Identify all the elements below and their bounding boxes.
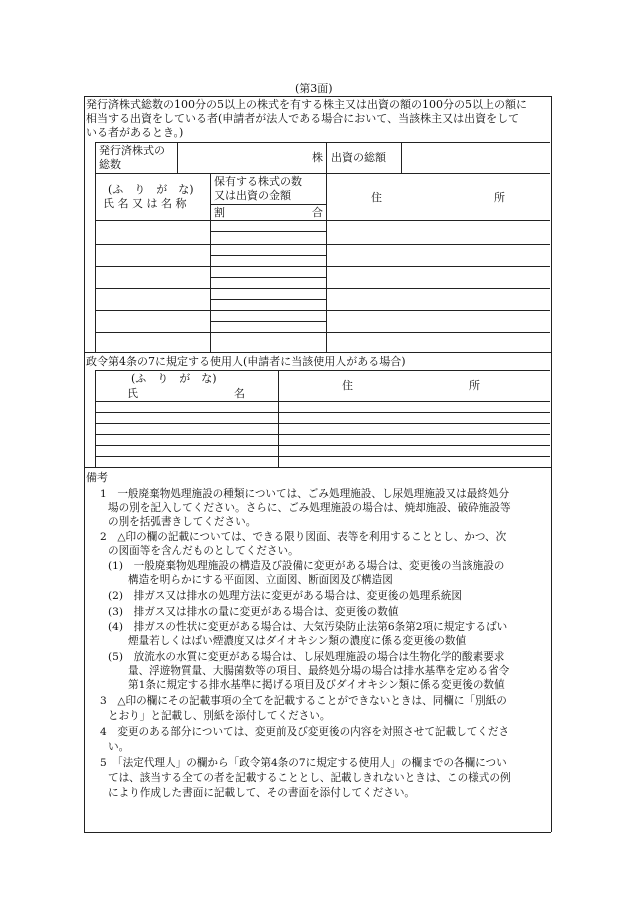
remark-line: (2) 排ガス又は排水の処理方法に変更がある場合は、変更後の処理系統図 xyxy=(108,590,463,602)
shareholder-row-line xyxy=(95,332,210,333)
page-label: (第3面) xyxy=(295,82,333,95)
remark-line: (5) 放流水の水質に変更がある場合は、し尿処理施設の場合は生物化学的酸素要求 xyxy=(108,651,505,663)
shareholder-holding-column-divider xyxy=(326,173,327,352)
remarks-title: 備考 xyxy=(86,471,108,484)
holding-subrow-line xyxy=(210,321,326,322)
capital-total-divider-right xyxy=(401,142,402,173)
holding-subrow-line xyxy=(210,299,326,300)
remark-line: 量、浮遊物質量、大腸菌数等の項目、最終処分場の場合は排水基準を定める省令 xyxy=(128,665,510,677)
remark-line: 4 変更のある部分については、変更前及び変更後の内容を対照させて記載してくださ xyxy=(100,726,510,738)
employee-name-label-right: 名 xyxy=(234,387,245,400)
employees-header-bottom xyxy=(95,401,550,402)
capital-total-label: 出資の総額 xyxy=(331,151,386,164)
employee-address-label-left: 住 xyxy=(342,379,353,392)
shareholder-name-label: 氏 名 又 は 名 称 xyxy=(103,197,187,210)
holding-amount-label-line-1: 保有する株式の数 xyxy=(214,175,302,188)
employee-row-line xyxy=(95,456,550,457)
remark-line: (4) 排ガスの性状に変更がある場合は、大気汚染防止法第6条第2項に規定するばい xyxy=(108,621,508,633)
holding-subrow-line xyxy=(210,255,326,256)
ratio-label-right: 合 xyxy=(312,206,323,219)
outer-top-border xyxy=(84,96,551,97)
shareholder-address-row-line xyxy=(326,244,550,245)
holding-subrow-line xyxy=(210,332,326,333)
employee-row-line xyxy=(95,412,550,413)
remark-line: 2 △印の欄の記載については、できる限り図面、表等を利用することとし、かつ、次 xyxy=(100,531,507,543)
remark-line: (1) 一般廃棄物処理施設の構造及び設備に変更がある場合は、変更後の当該施設の xyxy=(108,560,505,572)
remark-line: (3) 排ガス又は排水の量に変更がある場合は、変更後の数値 xyxy=(108,606,399,618)
issued-total-label-line-2: 総数 xyxy=(99,158,121,171)
remark-line: により作成した書面に記載して、その書面を添付してください。 xyxy=(108,787,416,799)
employee-furigana-label: (ふ り が な) xyxy=(131,372,217,385)
holding-subrow-line xyxy=(210,244,326,245)
shareholders-table-bottom xyxy=(84,352,551,353)
shareholder-address-row-line xyxy=(326,288,550,289)
issued-total-row-bottom xyxy=(95,173,550,174)
shareholders-heading-line-1: 発行済株式総数の100分の5以上の株式を有する株主又は出資の額の100分の5以上の額に xyxy=(86,98,527,111)
ratio-label-left: 割 xyxy=(214,206,225,219)
shareholder-row-line xyxy=(95,288,210,289)
employees-table-left xyxy=(95,370,96,467)
remark-line: の図面等を含んだものとしてください。 xyxy=(108,545,299,557)
remark-line: 3 △印の欄にその記載事項の全てを記載することができないときは、同欄に「別紙の xyxy=(100,695,507,707)
employees-table-bottom xyxy=(84,467,551,468)
holding-subrow-line xyxy=(210,266,326,267)
employees-table-top xyxy=(95,370,550,371)
employee-row-line xyxy=(95,445,550,446)
shareholders-header-bottom xyxy=(95,220,550,221)
remark-line: ては、該当する全ての者を記載することとし、記載しきれないときは、この様式の例 xyxy=(108,772,511,784)
employee-address-label-right: 所 xyxy=(469,379,480,392)
employee-row-line xyxy=(95,434,550,435)
shareholder-name-column-divider xyxy=(210,173,211,352)
shareholder-address-row-line xyxy=(326,266,550,267)
shareholder-address-row-line xyxy=(326,310,550,311)
shares-unit-label: 株 xyxy=(312,151,323,164)
holding-subrow-line xyxy=(210,231,326,232)
holding-subrow-line xyxy=(210,277,326,278)
remark-line: 1 一般廃棄物処理施設の種類については、ごみ処理施設、し尿処理施設又は最終処分 xyxy=(100,488,510,500)
employees-heading: 政令第4条の7に規定する使用人(申請者に当該使用人がある場合) xyxy=(86,355,406,368)
shareholder-address-label-right: 所 xyxy=(494,191,505,204)
remark-line: い。 xyxy=(108,741,130,753)
shareholder-row-line xyxy=(95,244,210,245)
remark-line: の別を括弧書きしてください。 xyxy=(108,516,257,528)
outer-bottom-border xyxy=(84,832,551,833)
shareholder-address-row-line xyxy=(326,332,550,333)
outer-left-border xyxy=(84,96,85,832)
outer-right-border xyxy=(551,96,552,832)
shareholders-heading-line-3: いる者があるとき。) xyxy=(86,126,184,139)
shareholder-row-line xyxy=(95,310,210,311)
remark-line: 構造を明らかにする平面図、立面図、断面図及び構造図 xyxy=(128,574,393,586)
shareholders-table-top xyxy=(95,142,550,143)
holding-ratio-divider xyxy=(210,204,326,205)
shareholders-heading-line-2: 相当する出資をしている者(申請者が法人である場合において、当該株主又は出資をして xyxy=(86,112,520,125)
remark-line: 5 「法定代理人」の欄から「政令第4条の7に規定する使用人」の欄までの各欄につい xyxy=(100,757,507,769)
employees-name-address-divider xyxy=(278,370,279,467)
employee-name-label-left: 氏 xyxy=(127,387,138,400)
holding-subrow-line xyxy=(210,288,326,289)
remark-line: とおり」と記載し、別紙を添付してください。 xyxy=(108,710,331,722)
shareholder-row-line xyxy=(95,266,210,267)
holding-subrow-line xyxy=(210,310,326,311)
shareholder-address-label-left: 住 xyxy=(371,191,382,204)
issued-total-label-line-1: 発行済株式の xyxy=(99,144,165,157)
remark-line: 第1条に規定する排水基準に掲げる項目及びダイオキシン類に係る変更後の数値 xyxy=(128,679,505,691)
shareholder-furigana-label: (ふ り が な) xyxy=(108,183,194,196)
remark-line: 煙量若しくはばい煙濃度又はダイオキシン類の濃度に係る変更後の数値 xyxy=(128,635,467,647)
issued-total-divider xyxy=(177,142,178,173)
employee-row-line xyxy=(95,423,550,424)
holding-amount-label-line-2: 又は出資の金額 xyxy=(214,189,291,202)
capital-total-divider-left xyxy=(326,142,327,173)
remark-line: 場の別を記入してください。さらに、ごみ処理施設の場合は、焼却施設、破砕施設等 xyxy=(108,502,511,514)
